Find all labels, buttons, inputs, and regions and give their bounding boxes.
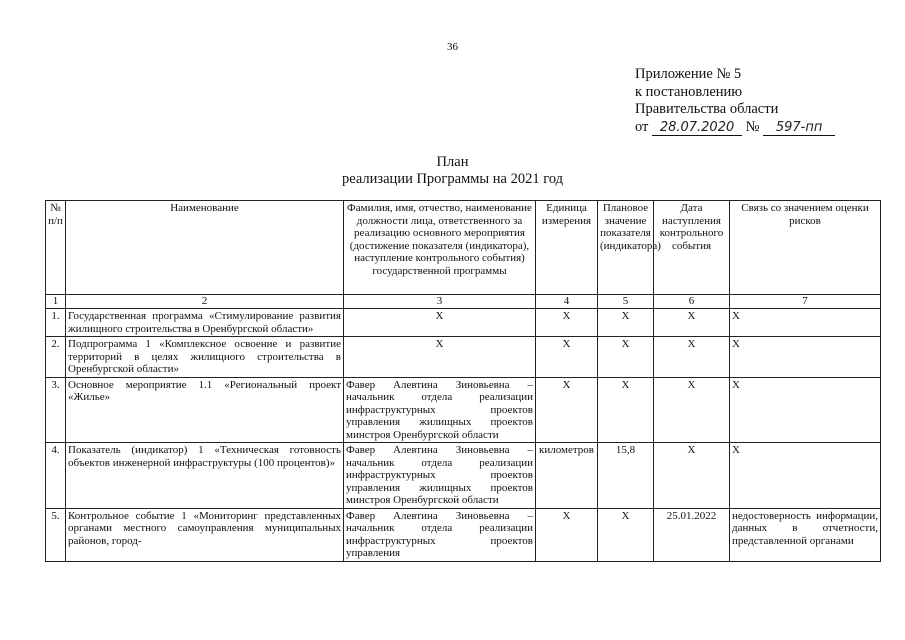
number-label: № xyxy=(745,118,760,135)
header-responsible: Фамилия, имя, отчество, наименование должности лица, ответственного за реализацию основного мероприятия (достижение показателя (индикатора), наступление контрольного события) государственной программы xyxy=(344,201,536,295)
resolution-date: 28.07.2020 xyxy=(652,121,742,136)
table-row xyxy=(46,337,881,378)
row-responsible: Фавер Алевтина Зиновьевна – начальник отдела реализации инфраструктурных проектов управления жилищных проектов минстроя Оренбургской области xyxy=(344,443,536,509)
column-number: 3 xyxy=(344,295,536,309)
title-line-1: План xyxy=(436,154,469,170)
header-number: № п/п xyxy=(46,201,66,295)
row-number: 5. xyxy=(46,508,66,561)
row-responsible: Фавер Алевтина Зиновьевна – начальник отдела реализации инфраструктурных проектов управления xyxy=(344,508,536,561)
table-row xyxy=(46,508,881,561)
column-number: 5 xyxy=(598,295,654,309)
row-plan-value: 15,8 xyxy=(598,443,654,509)
row-event-date: Х xyxy=(654,377,730,443)
column-number-row xyxy=(46,295,881,309)
row-name: Подпрограмма 1 «Комплексное освоение и развитие территорий в целях жилищного строительства в Оренбургской области» xyxy=(66,337,344,378)
appendix-line-2: к постановлению xyxy=(635,83,743,100)
column-number: 4 xyxy=(536,295,598,309)
table-row xyxy=(46,377,881,443)
row-name: Основное мероприятие 1.1 «Региональный проект «Жилье» xyxy=(66,377,344,443)
from-label: от xyxy=(635,118,649,135)
title-line-2: реализации Программы на 2021 год xyxy=(341,171,564,187)
row-plan-value: Х xyxy=(598,337,654,378)
appendix-line-1: Приложение № 5 xyxy=(635,66,742,82)
column-number: 7 xyxy=(730,295,881,309)
row-event-date: Х xyxy=(654,337,730,378)
appendix-block xyxy=(635,66,835,136)
row-number: 3. xyxy=(46,377,66,443)
header-event-date: Дата наступления контрольного события xyxy=(654,201,730,295)
row-responsible: Х xyxy=(344,337,536,378)
header-name: Наименование xyxy=(66,201,344,295)
row-plan-value: Х xyxy=(598,377,654,443)
row-risk: Х xyxy=(730,309,881,337)
row-unit: Х xyxy=(536,309,598,337)
row-event-date: 25.01.2022 xyxy=(654,508,730,561)
column-number: 1 xyxy=(46,295,66,309)
header-risk: Связь со значением оценки рисков xyxy=(730,201,881,295)
row-number: 4. xyxy=(46,443,66,509)
row-plan-value: Х xyxy=(598,309,654,337)
column-number: 2 xyxy=(66,295,344,309)
resolution-date-line xyxy=(635,119,835,137)
column-number: 6 xyxy=(654,295,730,309)
row-unit: Х xyxy=(536,377,598,443)
row-plan-value: Х xyxy=(598,508,654,561)
resolution-number: 597-пп xyxy=(763,121,835,136)
plan-table xyxy=(45,200,881,562)
row-risk: недостоверность информации, данных в отчетности, представленной органами xyxy=(730,508,881,561)
row-event-date: Х xyxy=(654,443,730,509)
row-unit: километров xyxy=(536,443,598,509)
table-row xyxy=(46,443,881,509)
row-unit: Х xyxy=(536,508,598,561)
page-number: 36 xyxy=(447,41,458,53)
row-number: 1. xyxy=(46,309,66,337)
header-unit: Единица измерения xyxy=(536,201,598,295)
row-responsible: Х xyxy=(344,309,536,337)
header-plan-value: Плановое значение показателя (индикатора) xyxy=(598,201,654,295)
row-number: 2. xyxy=(46,337,66,378)
row-name: Государственная программа «Стимулирование развития жилищного строительства в Оренбургской области» xyxy=(66,309,344,337)
document-title xyxy=(0,154,905,188)
row-name: Показатель (индикатор) 1 «Техническая готовность объектов инженерной инфраструктуры (100 процентов)» xyxy=(66,443,344,509)
table-row xyxy=(46,309,881,337)
row-risk: Х xyxy=(730,443,881,509)
row-responsible: Фавер Алевтина Зиновьевна – начальник отдела реализации инфраструктурных проектов управления жилищных проектов минстроя Оренбургской области xyxy=(344,377,536,443)
row-risk: Х xyxy=(730,337,881,378)
row-event-date: Х xyxy=(654,309,730,337)
row-risk: Х xyxy=(730,377,881,443)
row-name: Контрольное событие 1 «Мониторинг представленных органами местного самоуправления муниципальных районов, город- xyxy=(66,508,344,561)
appendix-line-3: Правительства области xyxy=(635,101,779,117)
table-header-row xyxy=(46,201,881,295)
row-unit: Х xyxy=(536,337,598,378)
